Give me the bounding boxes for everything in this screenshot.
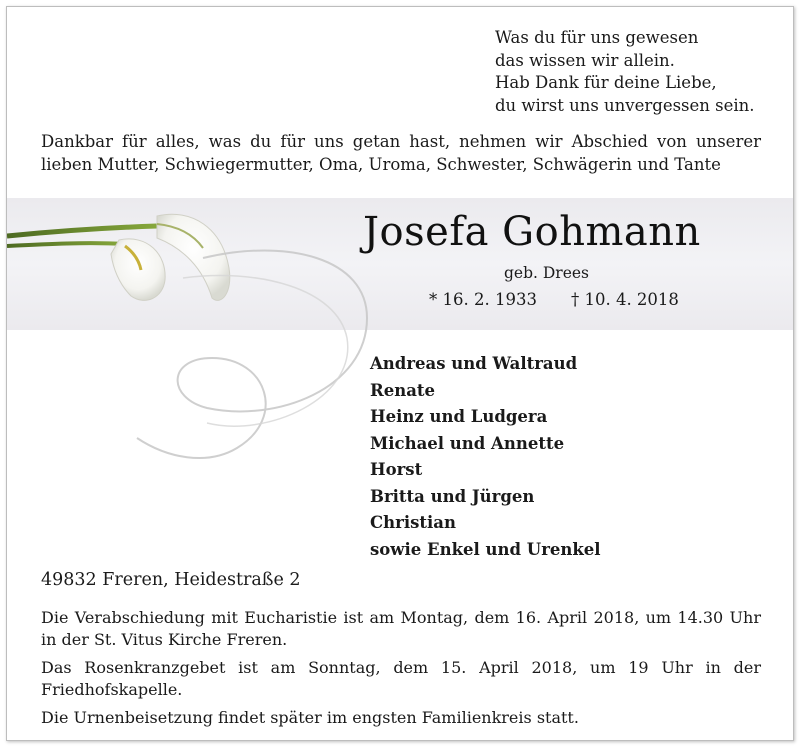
family-member: Christian	[370, 513, 456, 532]
deceased-name: Josefa Gohmann	[363, 209, 701, 255]
birth-name: geb. Drees	[504, 264, 590, 282]
family-member: Horst	[370, 460, 423, 479]
intro-line-2: lieben Mutter, Schwiegermutter, Oma, Uroma, Schwester, Schwägerin und Tante	[41, 154, 721, 174]
address: 49832 Freren, Heidestraße 2	[41, 570, 301, 590]
poem-line: Hab Dank für deine Liebe,	[495, 73, 717, 92]
rosary-line-2: Friedhofskapelle.	[41, 679, 183, 699]
poem	[495, 27, 755, 117]
family-member: Heinz und Ludgera	[370, 407, 548, 426]
life-dates	[429, 290, 679, 309]
farewell-line-1: Die Verabschiedung mit Eucharistie ist am Montag, dem 16. April 2018, um 14.30 Uhr	[41, 608, 761, 627]
family-member: Michael und Annette	[370, 433, 565, 453]
farewell-line-2: in der St. Vitus Kirche Freren.	[41, 629, 288, 649]
poem-line: Was du für uns gewesen	[495, 28, 699, 47]
burial-notice	[41, 707, 761, 729]
family-list	[370, 351, 601, 563]
farewell-notice	[41, 607, 761, 650]
intro-line-1: Dankbar für alles, was du für uns getan hast, nehmen wir Abschied von unserer	[41, 132, 761, 151]
rosary-line-1: Das Rosenkranzgebet ist am Sonntag, dem 15. April 2018, um 19 Uhr in der	[41, 658, 761, 677]
obituary-card	[6, 6, 794, 741]
rosary-notice	[41, 657, 761, 700]
poem-line: das wissen wir allein.	[495, 50, 675, 70]
intro-text	[41, 131, 761, 176]
family-member: Andreas und Waltraud	[370, 354, 578, 373]
family-member: Renate	[370, 380, 436, 400]
family-member: sowie Enkel und Urenkel	[370, 539, 601, 559]
death-date: † 10. 4. 2018	[570, 290, 679, 309]
birth-date: * 16. 2. 1933	[429, 290, 537, 309]
family-member: Britta und Jürgen	[370, 486, 535, 506]
poem-line: du wirst uns unvergessen sein.	[495, 95, 755, 115]
burial-line: Die Urnenbeisetzung findet später im engsten Familienkreis statt.	[41, 708, 579, 727]
